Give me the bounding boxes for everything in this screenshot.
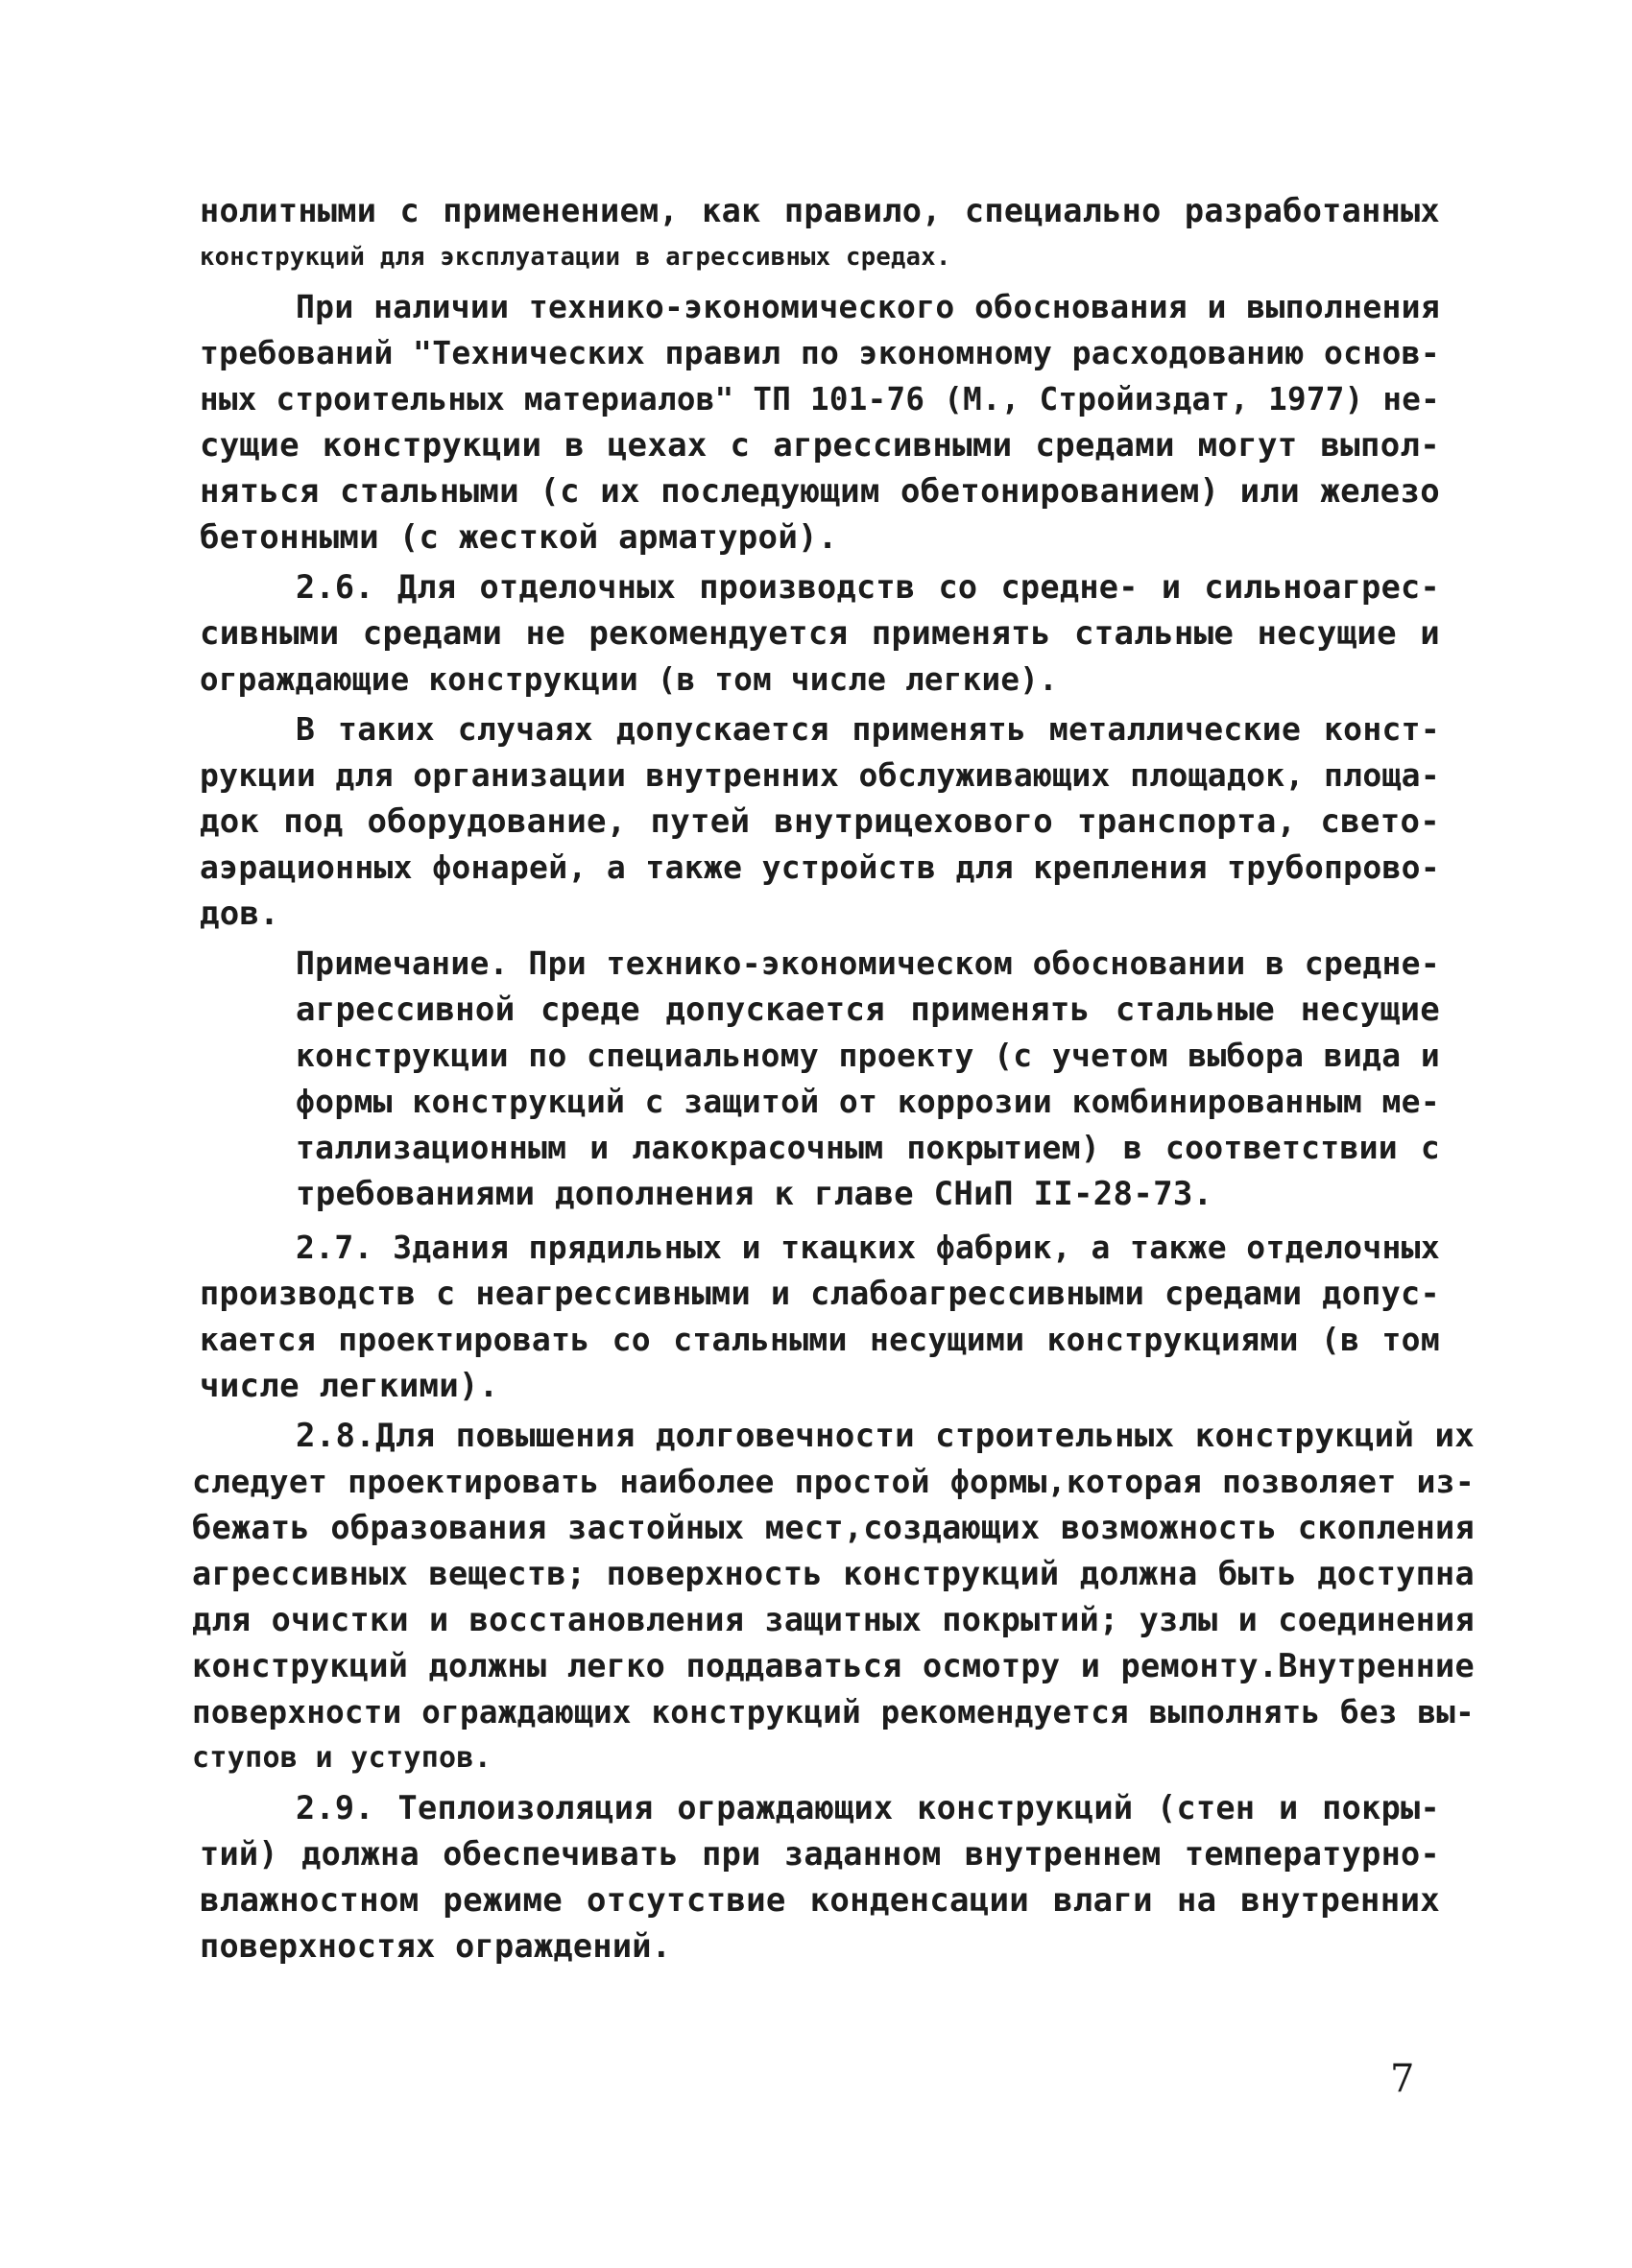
text-line: для очистки и восстановления защитных покрытий; узлы и соединения <box>192 1601 1475 1638</box>
text-line: тий) должна обеспечивать при заданном внутреннем температурно- <box>200 1835 1440 1873</box>
text-line: влажностном режиме отсутствие конденсации влаги на внутренних <box>200 1881 1440 1920</box>
text-line: конструкций должны легко поддаваться осмотру и ремонту.Внутренние <box>192 1647 1475 1684</box>
text-line: агрессивных веществ; поверхность конструкций должна быть доступна <box>192 1555 1475 1592</box>
text-line: конструкций для эксплуатации в агрессивных средах. <box>200 243 951 272</box>
text-line: няться стальными (с их последующим обетонированием) или железо <box>200 472 1440 511</box>
text-line: сивными средами не рекомендуется применять стальные несущие и <box>200 614 1440 653</box>
text-line: 2.6. Для отделочных производств со средне- и сильноагрес- <box>296 568 1440 606</box>
text-line: ступов и уступов. <box>192 1741 492 1775</box>
text-line: В таких случаях допускается применять металлические конст- <box>296 710 1440 748</box>
text-line: формы конструкций с защитой от коррозии комбинированным ме- <box>296 1083 1440 1120</box>
text-line: При наличии технико-экономического обоснования и выполнения <box>296 288 1440 325</box>
text-line: аэрационных фонарей, а также устройств для крепления трубопрово- <box>200 848 1440 886</box>
text-line: производств с неагрессивными и слабоагрессивными средами допус- <box>200 1275 1440 1312</box>
text-line: 2.9. Теплоизоляция ограждающих конструкций (стен и покры- <box>296 1789 1440 1826</box>
text-line: рукции для организации внутренних обслуживающих площадок, площа- <box>200 756 1440 794</box>
text-line: бетонными (с жесткой арматурой). <box>200 518 838 557</box>
text-line: сущие конструкции в цехах с агрессивными средами могут выпол- <box>200 426 1440 465</box>
text-line: требований "Технических правил по экономному расходованию основ- <box>200 334 1440 371</box>
text-line: Примечание. При технико-экономическом обосновании в средне- <box>296 944 1440 982</box>
text-line: 2.7. Здания прядильных и ткацких фабрик, а также отделочных <box>296 1229 1440 1266</box>
text-line: агрессивной среде допускается применять стальные несущие <box>296 991 1440 1029</box>
text-line: дов. <box>200 895 280 933</box>
text-line: кается проектировать со стальными несущими конструкциями (в том <box>200 1321 1440 1358</box>
text-line: конструкции по специальному проекту (с учетом выбора вида и <box>296 1037 1440 1074</box>
text-line: следует проектировать наиболее простой формы,которая позволяет из- <box>192 1463 1475 1500</box>
text-line: поверхностях ограждений. <box>200 1927 672 1965</box>
page-number: 7 <box>1390 2057 1415 2101</box>
text-line: ных строительных материалов" ТП 101-76 (М., Стройиздат, 1977) не- <box>200 381 1440 418</box>
text-line: ограждающие конструкции (в том числе легкие). <box>200 661 1058 698</box>
text-line: бежать образования застойных мест,создающих возможность скопления <box>192 1509 1475 1546</box>
text-line: 2.8.Для повышения долговечности строительных конструкций их <box>296 1417 1475 1455</box>
text-line: таллизационным и лакокрасочным покрытием) в соответствии с <box>296 1129 1440 1166</box>
text-line: требованиями дополнения к главе СНиП II-28-73. <box>296 1175 1213 1213</box>
text-line: числе легкими). <box>200 1367 499 1405</box>
text-line: нолитными с применением, как правило, специально разработанных <box>200 192 1440 229</box>
text-line: поверхности ограждающих конструкций рекомендуется выполнять без вы- <box>192 1694 1475 1731</box>
text-line: док под оборудование, путей внутрицехового транспорта, свето- <box>200 802 1440 841</box>
